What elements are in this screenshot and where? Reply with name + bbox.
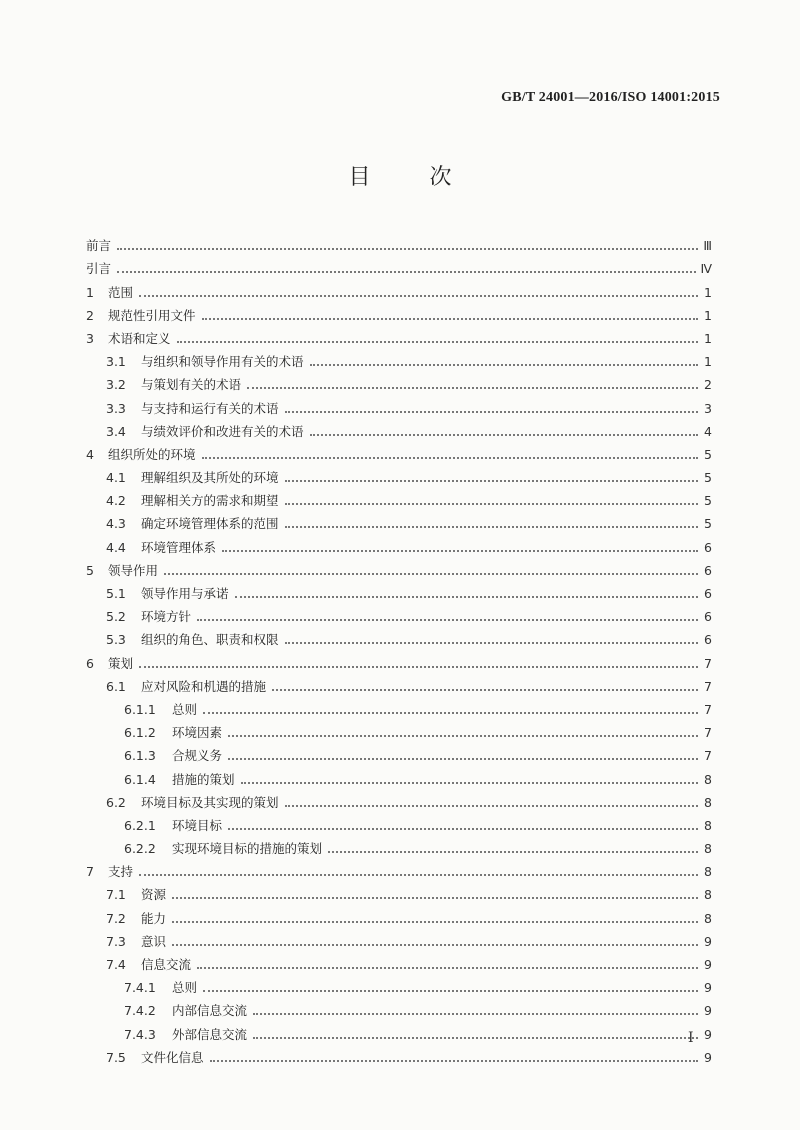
toc-entry-number: 4 [86,446,94,462]
toc-entry[interactable] [86,416,712,439]
table-of-contents [86,230,712,1065]
toc-entry-number: 6.2.1 [124,817,156,833]
dot-leader [285,805,698,807]
toc-entry[interactable] [86,740,712,763]
toc-entry-number: 5.2 [106,609,126,625]
toc-entry-number: 6.1.2 [124,725,156,741]
toc-entry-title: 与策划有关的术语 [141,377,242,393]
toc-entry-page: 9 [704,980,712,996]
toc-entry-number: 6.1.1 [124,701,156,717]
dot-leader [285,526,698,528]
toc-entry-number: 7.4.3 [124,1026,156,1042]
toc-entry[interactable] [86,972,712,995]
toc-entry-page: 9 [704,957,712,972]
toc-entry-number: 4.1 [106,470,126,486]
toc-entry-title: 合规义务 [172,748,223,764]
toc-entry[interactable] [86,902,712,925]
toc-entry[interactable] [86,856,712,879]
toc-entry-title: 引言 [86,261,112,277]
dot-leader [139,874,698,876]
toc-entry-number: 6.1.3 [124,748,156,764]
dot-leader [253,1037,698,1039]
toc-entry[interactable] [86,439,712,462]
dot-leader [197,967,698,969]
toc-entry[interactable] [86,879,712,902]
dot-leader [202,457,698,459]
toc-entry-title: 措施的策划 [172,771,235,787]
toc-entry-title: 组织所处的环境 [108,446,196,462]
page-number: I [688,1030,694,1046]
toc-entry[interactable] [86,833,712,856]
toc-entry-number: 7 [86,864,94,880]
toc-entry-number: 7.4.1 [124,980,156,996]
toc-entry[interactable] [86,300,712,323]
toc-entry-title: 文件化信息 [141,1049,204,1065]
toc-entry-title: 能力 [141,910,167,926]
toc-entry-title: 外部信息交流 [172,1026,248,1042]
dot-leader [235,596,698,598]
toc-entry-page: 7 [704,655,712,671]
dot-leader [328,851,698,853]
toc-entry-number: 7.4.2 [124,1003,156,1019]
toc-entry-page: 6 [704,632,712,648]
toc-entry[interactable] [86,230,712,253]
toc-entry-number: 3.2 [106,377,126,393]
toc-entry-title: 信息交流 [141,957,192,972]
dot-leader [197,619,698,621]
toc-entry-number: 5 [86,562,94,578]
toc-entry-title: 组织的角色、职责和权限 [141,632,279,648]
toc-entry-page: 8 [704,841,712,857]
toc-entry-page: 8 [704,864,712,880]
toc-entry-number: 7.5 [106,1049,126,1065]
dot-leader [202,318,698,320]
toc-entry-number: 7.4 [106,957,126,972]
toc-entry-number: 6.2 [106,794,126,810]
toc-entry-page: 8 [704,817,712,833]
toc-entry-title: 总则 [172,980,198,996]
toc-entry-title: 环境目标 [172,817,223,833]
toc-entry[interactable] [86,647,712,670]
toc-entry-page: 7 [704,748,712,764]
toc-entry[interactable] [86,717,712,740]
dot-leader [228,828,698,830]
dot-leader [310,434,698,436]
toc-entry-page: 6 [704,586,712,601]
toc-entry-title: 应对风险和机遇的措施 [141,678,267,694]
toc-entry-title: 前言 [86,238,112,254]
dot-leader [177,341,698,343]
toc-entry-page: 8 [704,910,712,926]
toc-entry-number: 3 [86,330,94,346]
toc-entry-number: 5.3 [106,632,126,648]
toc-entry[interactable] [86,624,712,647]
dot-leader [172,944,698,946]
toc-entry[interactable] [86,485,712,508]
dot-leader [139,295,698,297]
toc-entry-number: 3.3 [106,400,126,416]
toc-entry-page: 6 [704,609,712,625]
dot-leader [203,712,698,714]
toc-entry-title: 环境方针 [141,609,192,625]
toc-entry[interactable] [86,810,712,833]
toc-entry-page: 9 [704,1049,712,1065]
toc-entry-number: 6 [86,655,94,671]
toc-entry-title: 实现环境目标的措施的策划 [172,841,323,857]
toc-entry-title: 与组织和领导作用有关的术语 [141,354,304,370]
toc-entry[interactable] [86,1018,712,1041]
toc-entry-number: 1 [86,284,94,300]
dot-leader [285,411,698,413]
page-title: 目 次 [348,165,478,190]
toc-entry-number: 7.2 [106,910,126,926]
toc-entry-page: 5 [704,470,712,486]
toc-entry-title: 环境因素 [172,725,223,741]
toc-entry[interactable] [86,787,712,810]
toc-entry-number: 6.1.4 [124,771,156,787]
toc-entry[interactable] [86,1042,712,1065]
toc-entry-page: 9 [704,933,712,949]
toc-entry-page: 1 [704,307,712,323]
toc-entry-title: 环境目标及其实现的策划 [141,794,279,810]
toc-entry-number: 2 [86,307,94,323]
toc-entry-number: 3.1 [106,354,126,370]
dot-leader [172,897,698,899]
toc-entry[interactable] [86,346,712,369]
toc-entry[interactable] [86,369,712,392]
toc-entry-title: 领导作用与承诺 [141,586,229,601]
toc-entry[interactable] [86,601,712,624]
toc-entry[interactable] [86,531,712,554]
toc-entry[interactable] [86,949,712,972]
toc-entry-number: 6.1 [106,678,126,694]
toc-entry-number: 4.2 [106,493,126,509]
toc-entry[interactable] [86,555,712,578]
toc-entry[interactable] [86,392,712,415]
toc-entry-page: Ⅳ [700,261,712,277]
toc-entry[interactable] [86,578,712,601]
toc-entry[interactable] [86,694,712,717]
toc-entry-title: 支持 [108,864,134,880]
toc-entry-number: 4.4 [106,539,126,555]
toc-entry-page: 2 [704,377,712,393]
dot-leader [285,503,698,505]
toc-entry-title: 环境管理体系 [141,539,217,555]
toc-entry-page: 8 [704,771,712,787]
toc-entry-page: 7 [704,701,712,717]
toc-entry-title: 规范性引用文件 [108,307,196,323]
toc-entry[interactable] [86,253,712,276]
toc-entry-page: 1 [704,284,712,300]
dot-leader [228,735,698,737]
dot-leader [253,1013,698,1015]
dot-leader [228,758,698,760]
toc-entry[interactable] [86,995,712,1018]
dot-leader [117,271,696,273]
toc-entry-page: 8 [704,794,712,810]
toc-entry-page: 7 [704,678,712,694]
toc-entry[interactable] [86,671,712,694]
toc-entry-title: 意识 [141,933,167,949]
dot-leader [272,689,698,691]
toc-entry-page: 6 [704,562,712,578]
toc-entry-title: 资源 [141,887,167,903]
toc-entry-number: 7.3 [106,933,126,949]
toc-entry-page: 6 [704,539,712,555]
dot-leader [210,1060,698,1062]
dot-leader [247,387,698,389]
toc-entry-title: 总则 [172,701,198,717]
toc-entry-page: 5 [704,446,712,462]
toc-entry-title: 策划 [108,655,134,671]
toc-entry-page: Ⅲ [703,238,712,254]
dot-leader [139,666,698,668]
toc-entry-title: 术语和定义 [108,330,171,346]
toc-entry-page: 4 [704,423,712,439]
toc-entry-title: 范围 [108,284,134,300]
toc-entry-number: 5.1 [106,586,126,601]
toc-entry-title: 理解相关方的需求和期望 [141,493,279,509]
toc-entry[interactable] [86,323,712,346]
toc-entry-page: 1 [704,330,712,346]
toc-entry-page: 7 [704,725,712,741]
toc-entry[interactable] [86,276,712,299]
dot-leader [285,642,698,644]
toc-entry-title: 与绩效评价和改进有关的术语 [141,423,304,439]
toc-entry[interactable] [86,763,712,786]
dot-leader [285,480,698,482]
toc-entry[interactable] [86,926,712,949]
toc-entry-title: 确定环境管理体系的范围 [141,516,279,532]
toc-entry[interactable] [86,462,712,485]
toc-entry-title: 领导作用 [108,562,159,578]
dot-leader [117,248,698,250]
toc-entry-page: 9 [704,1026,712,1042]
toc-entry-page: 1 [704,354,712,370]
dot-leader [310,364,698,366]
toc-entry[interactable] [86,508,712,531]
toc-entry-number: 6.2.2 [124,841,156,857]
toc-entry-title: 理解组织及其所处的环境 [141,470,279,486]
toc-entry-title: 内部信息交流 [172,1003,248,1019]
dot-leader [203,990,698,992]
toc-entry-page: 5 [704,493,712,509]
toc-entry-number: 4.3 [106,516,126,532]
toc-entry-page: 3 [704,400,712,416]
toc-entry-page: 5 [704,516,712,532]
toc-entry-number: 3.4 [106,423,126,439]
dot-leader [222,550,698,552]
standard-code: GB/T 24001—2016/ISO 14001:2015 [501,90,720,105]
dot-leader [164,573,698,575]
toc-entry-number: 7.1 [106,887,126,903]
dot-leader [241,782,698,784]
dot-leader [172,921,698,923]
toc-entry-page: 8 [704,887,712,903]
toc-entry-title: 与支持和运行有关的术语 [141,400,279,416]
toc-entry-page: 9 [704,1003,712,1019]
